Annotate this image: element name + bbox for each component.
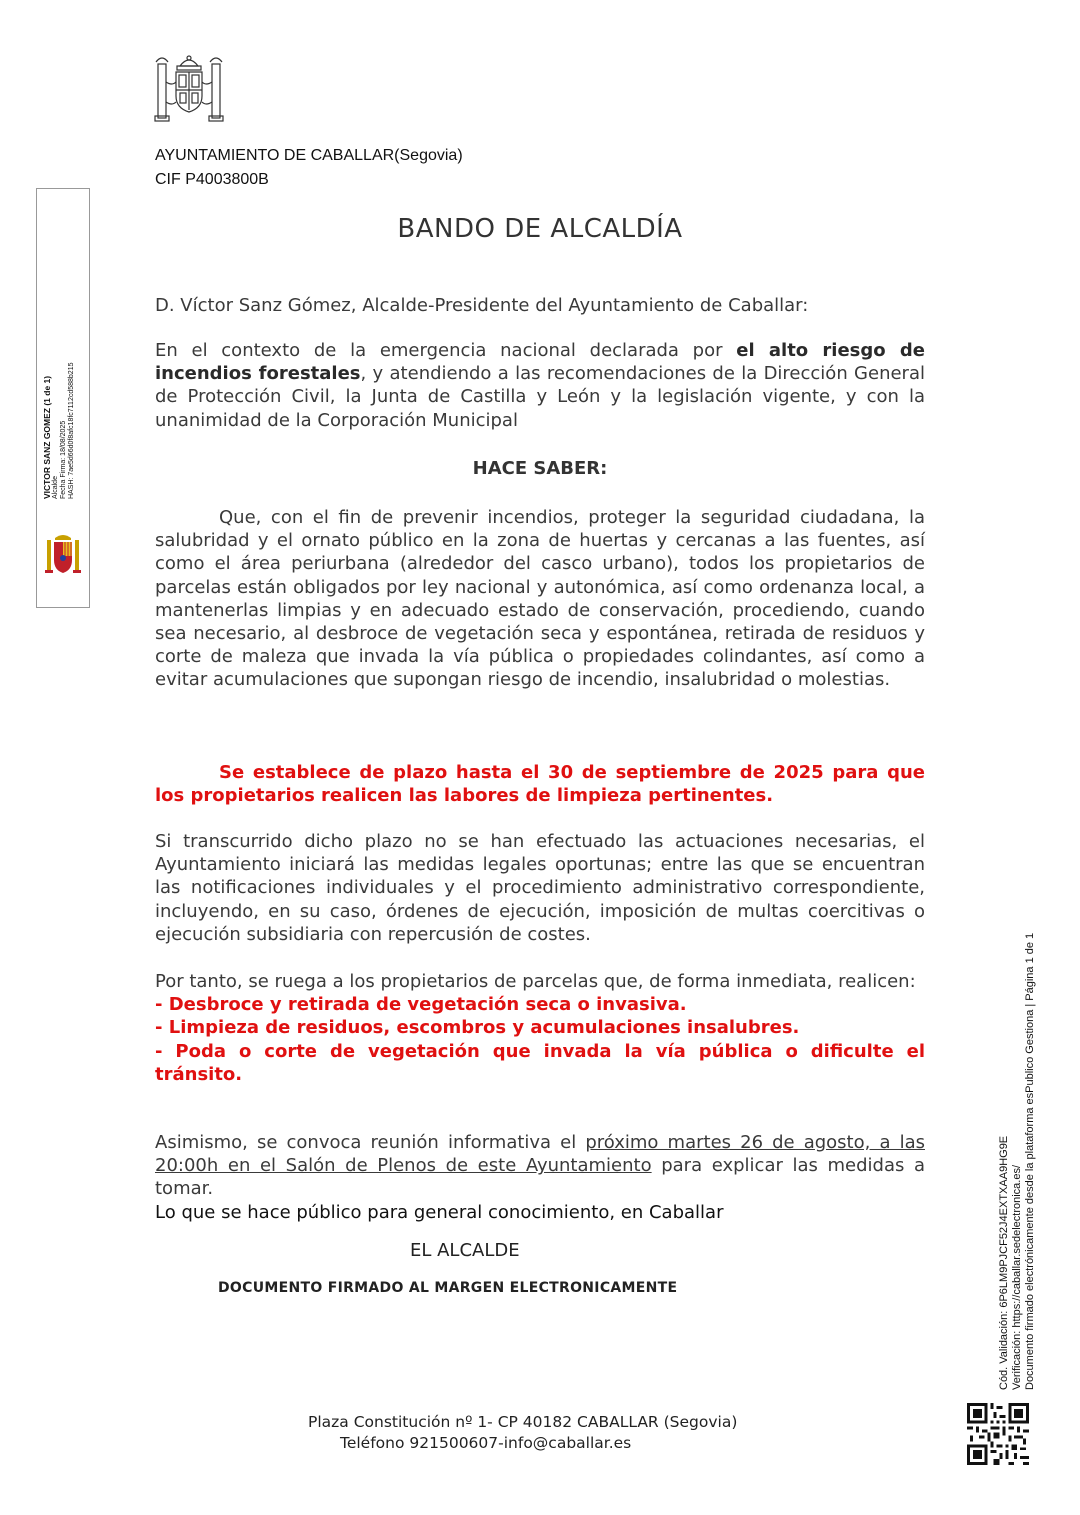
stamp-signer-name: VICTOR SANZ GOMEZ (1 de 1) <box>42 375 52 499</box>
verification-url: Verificación: https://caballar.sedelectronica.es/ <box>1011 1164 1023 1390</box>
org-cif: CIF P4003800B <box>155 171 269 188</box>
intro-post: , y atendiendo a las recomendaciones de la Dirección General de Protección Civil, la Junta de Castilla y León y la legislación vigente, y con la unanimidad de la Corporación Municipal <box>155 363 925 431</box>
verification-code: Cód. Validación: 6P6LM9PJCF52J4EXTXAA9HG9E <box>998 1135 1010 1390</box>
meeting-details: próximo martes 26 de agosto, a las 20:00h en el Salón de Plenos de este Ayuntamiento <box>155 1132 925 1177</box>
document-title: BANDO DE ALCALDÍA <box>397 214 683 244</box>
deadline-notice: Se establece de plazo hasta el 30 de septiembre de 2025 para que los propietarios realicen las labores de limpieza pertinentes. <box>155 762 925 807</box>
meeting-pre: Asimismo, se convoca reunión informativa el <box>155 1132 586 1153</box>
intro-paragraph <box>155 339 925 432</box>
org-name: AYUNTAMIENTO DE CABALLAR(Segovia) <box>155 147 463 164</box>
request-intro: Por tanto, se ruega a los propietarios de parcelas que, de forma inmediata, realicen: <box>155 971 916 992</box>
stamp-hash: HASH: 7ae5d66d0f8afc18fc7112cd588b215 <box>68 362 75 499</box>
verification-note: Documento firmado electrónicamente desde la plataforma esPublico Gestiona | Página 1 de 1 <box>1024 932 1036 1390</box>
coat-of-arms-logo <box>150 52 228 126</box>
signed-note: DOCUMENTO FIRMADO AL MARGEN ELECTRONICAMENTE <box>218 1280 678 1296</box>
stamp-date: Fecha Firma: 18/08/2025 <box>60 420 67 499</box>
task-item: - Poda o corte de vegetación que invada la vía pública o dificulte el tránsito. <box>155 1040 925 1085</box>
footer-address: Plaza Constitución nº 1- CP 40182 CABALLAR (Segovia) <box>308 1413 738 1431</box>
intro-bold: el alto riesgo de incendios forestales <box>155 340 925 385</box>
consequences-paragraph: Si transcurrido dicho plazo no se han efectuado las actuaciones necesarias, el Ayuntamiento iniciará las medidas legales oportunas; entre las que se encuentran las notificaciones individuales y el procedimiento administrativo correspondiente, incluyendo, en su caso, órdenes de ejecución, imposición de multas coercitivas o ejecución subsidiaria con repercusión de costes. <box>155 831 925 945</box>
intro-pre: En el contexto de la emergencia nacional declarada por <box>155 340 737 361</box>
main-paragraph: Que, con el fin de prevenir incendios, proteger la seguridad ciudadana, la salubridad y el ornato público en la zona de huertas y cercanas a las fuentes, así como el área periurbana (alrededor del casco urbano), todos los propietarios de parcelas están obligados por ley nacional y autonómica, así como ordenanza local, a mantenerlas limpias y en adecuado estado de conservación, procediendo, cuando sea necesario, al desbroce de vegetación seca y espontánea, retirada de residuos y corte de maleza que invada la vía pública o propiedades colindantes, así como a evitar acumulaciones que supongan riesgo de incendio, insalubridad o molestias. <box>155 507 925 691</box>
header-block <box>155 144 463 192</box>
closing-line: Lo que se hace público para general conocimiento, en Caballar <box>155 1202 724 1223</box>
footer-contact: Teléfono 921500607-info@caballar.es <box>340 1434 632 1452</box>
signer-title: EL ALCALDE <box>410 1240 520 1261</box>
salutation: D. Víctor Sanz Gómez, Alcalde-Presidente del Ayuntamiento de Caballar: <box>155 295 809 316</box>
meeting-post: para explicar las medidas a tomar. <box>155 1155 925 1200</box>
verification-text <box>998 933 1037 1390</box>
qr-code[interactable] <box>967 1403 1029 1465</box>
stamp-coat-of-arms-icon <box>45 534 81 576</box>
footer <box>0 1412 1080 1454</box>
signature-stamp <box>36 188 90 608</box>
stamp-role: Alcalde <box>52 476 59 499</box>
request-block <box>155 970 925 1086</box>
task-item: - Desbroce y retirada de vegetación seca o invasiva. <box>155 994 687 1016</box>
task-item: - Limpieza de residuos, escombros y acumulaciones insalubres. <box>155 1017 800 1039</box>
hace-saber-heading: HACE SABER: <box>472 458 608 479</box>
meeting-paragraph <box>155 1131 925 1201</box>
